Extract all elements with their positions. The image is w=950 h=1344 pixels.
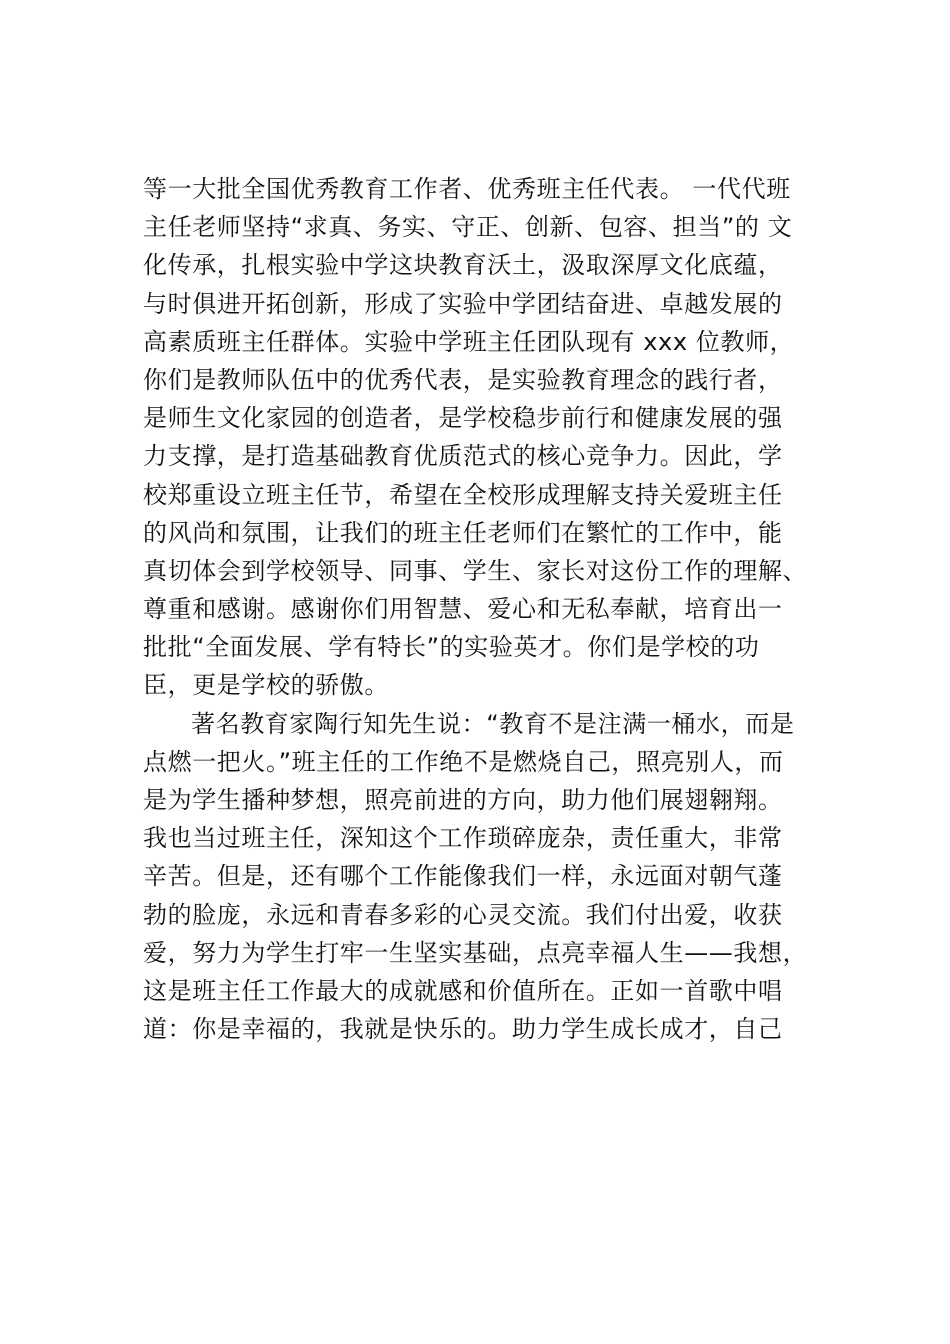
text-line: 的风尚和氛围，让我们的班主任老师们在繁忙的工作中，能	[143, 518, 783, 547]
text-line: 臣，更是学校的骄傲。	[143, 671, 389, 700]
text-line: 校郑重设立班主任节，希望在全校形成理解支持关爱班主任	[143, 480, 783, 509]
text-line: 化传承，扎根实验中学这块教育沃土，汲取深厚文化底蕴，	[143, 251, 783, 280]
text-line: 批批“全面发展、学有特长”的实验英才。你们是学校的功	[143, 633, 760, 662]
body-text	[143, 170, 823, 1048]
text-line: 是为学生播种梦想，照亮前进的方向，助力他们展翅翱翔。	[143, 786, 783, 814]
paragraph-1	[143, 170, 823, 705]
text-line: 爱，努力为学生打牢一生坚实基础，点亮幸福人生——我想，	[143, 938, 808, 967]
text-line: 这是班主任工作最大的成就感和价值所在。正如一首歌中唱	[143, 976, 783, 1005]
text-line: 道：你是幸福的，我就是快乐的。助力学生成长成才，自己	[143, 1015, 783, 1044]
text-line: 尊重和感谢。感谢你们用智慧、爱心和无私奉献，培育出一	[143, 595, 783, 624]
text-line: 主任老师坚持“求真、务实、守正、创新、包容、担当”的 文	[143, 213, 793, 242]
text-line: 与时俱进开拓创新，形成了实验中学团结奋进、卓越发展的	[143, 289, 783, 318]
text-line: 我也当过班主任，深知这个工作琐碎庞杂，责任重大，非常	[143, 824, 783, 853]
text-line: 辛苦。但是，还有哪个工作能像我们一样，永远面对朝气蓬	[143, 862, 783, 891]
text-line: 是师生文化家园的创造者，是学校稳步前行和健康发展的强	[143, 404, 783, 433]
text-line: 等一大批全国优秀教育工作者、优秀班主任代表。 一代代班	[143, 175, 791, 203]
text-line: 真切体会到学校领导、同事、学生、家长对这份工作的理解、	[143, 556, 808, 585]
text-line: 勃的脸庞，永远和青春多彩的心灵交流。我们付出爱，收获	[143, 900, 783, 929]
text-line: 点燃一把火。”班主任的工作绝不是燃烧自己，照亮别人，而	[143, 747, 784, 776]
text-line: 力支撑，是打造基础教育优质范式的核心竞争力。因此，学	[143, 442, 783, 471]
text-line: 你们是教师队伍中的优秀代表，是实验教育理念的践行者，	[143, 365, 783, 394]
text-line: 著名教育家陶行知先生说：“教育不是注满一桶水，而是	[191, 709, 795, 738]
text-line: 高素质班主任群体。实验中学班主任团队现有 xxx 位教师，	[143, 327, 795, 356]
paragraph-2	[143, 705, 823, 1049]
